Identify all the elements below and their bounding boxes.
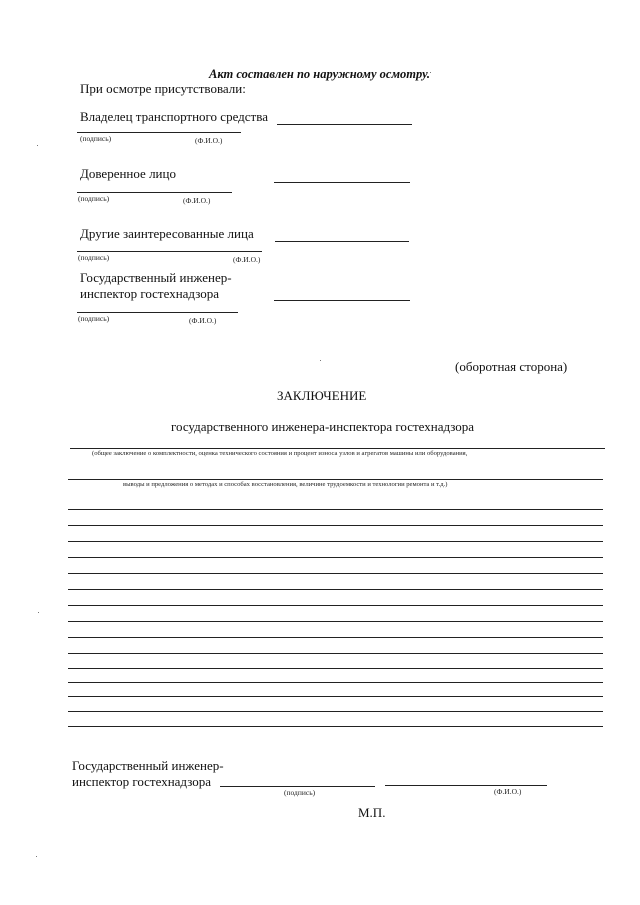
- proxy-fill-line[interactable]: [274, 182, 410, 183]
- others-fill-line[interactable]: [275, 241, 409, 242]
- proxy-signature-line[interactable]: [77, 192, 232, 193]
- conclusion-line[interactable]: [68, 621, 603, 622]
- others-sig-caption: (подпись): [78, 253, 110, 262]
- inspector-fio-caption: (Ф.И.О.): [189, 316, 217, 325]
- conclusion-line[interactable]: [68, 479, 603, 480]
- scan-speck: [38, 612, 39, 613]
- owner-fio-caption: (Ф.И.О.): [195, 136, 223, 145]
- conclusion-line[interactable]: [70, 448, 605, 449]
- conclusion-line[interactable]: [68, 509, 603, 510]
- conclusion-title: ЗАКЛЮЧЕНИЕ: [277, 388, 367, 403]
- scan-speck: [320, 360, 321, 361]
- stamp-place-label: М.П.: [358, 805, 386, 820]
- conclusion-line[interactable]: [68, 637, 603, 638]
- others-label: Другие заинтересованные лица: [80, 226, 254, 241]
- others-signature-line[interactable]: [77, 251, 262, 252]
- conclusion-line[interactable]: [68, 682, 603, 683]
- scan-speck: [36, 856, 37, 857]
- conclusion-line[interactable]: [68, 525, 603, 526]
- proxy-sig-caption: (подпись): [78, 194, 110, 203]
- inspector-signature-line[interactable]: [77, 312, 238, 313]
- owner-fill-line[interactable]: [277, 124, 412, 125]
- inspector-sig-caption: (подпись): [78, 314, 110, 323]
- conclusion-line[interactable]: [68, 653, 603, 654]
- conclusion-subtitle: государственного инженера-инспектора гостехнадзора: [171, 419, 475, 434]
- proxy-fio-caption: (Ф.И.О.): [183, 196, 211, 205]
- conclusion-line[interactable]: [68, 557, 603, 558]
- final-fio-caption: (Ф.И.О.): [494, 787, 522, 796]
- others-fio-caption: (Ф.И.О.): [233, 255, 261, 264]
- conclusion-line[interactable]: [68, 668, 603, 669]
- owner-signature-line[interactable]: [77, 132, 241, 133]
- conclusion-line[interactable]: [68, 541, 603, 542]
- act-header: Акт составлен по наружному осмотру.: [209, 67, 430, 81]
- scan-speck: [37, 145, 38, 146]
- scan-speck: [430, 72, 431, 73]
- inspector-label-line1: Государственный инженер-: [80, 270, 232, 285]
- final-signature-line[interactable]: [220, 786, 375, 787]
- final-sig-caption: (подпись): [284, 788, 316, 797]
- conclusion-hint-1: (общее заключение о комплектности, оценка технического состояния и процент износа узлов и агрегатов машины или оборудования,: [92, 450, 468, 457]
- reverse-side-label: (оборотная сторона): [455, 359, 568, 374]
- inspector-label-line2: инспектор гостехнадзора: [80, 286, 220, 301]
- final-fio-line[interactable]: [385, 785, 547, 786]
- proxy-label: Доверенное лицо: [80, 166, 176, 181]
- conclusion-line[interactable]: [68, 605, 603, 606]
- conclusion-hint-2: выводы и предложения о методах и способах восстановления, величине трудоемкости и технологии ремонта и т.д.): [123, 481, 448, 488]
- conclusion-line[interactable]: [68, 589, 603, 590]
- conclusion-line[interactable]: [68, 711, 603, 712]
- present-label: При осмотре присутствовали:: [80, 81, 246, 96]
- owner-sig-caption: (подпись): [80, 134, 112, 143]
- final-inspector-label-line1: Государственный инженер-: [72, 758, 224, 773]
- conclusion-line[interactable]: [68, 726, 603, 727]
- final-inspector-label-line2: инспектор гостехнадзора: [72, 774, 212, 789]
- conclusion-line[interactable]: [68, 696, 603, 697]
- conclusion-line[interactable]: [68, 573, 603, 574]
- inspector-fill-line[interactable]: [274, 300, 410, 301]
- owner-label: Владелец транспортного средства: [80, 109, 268, 124]
